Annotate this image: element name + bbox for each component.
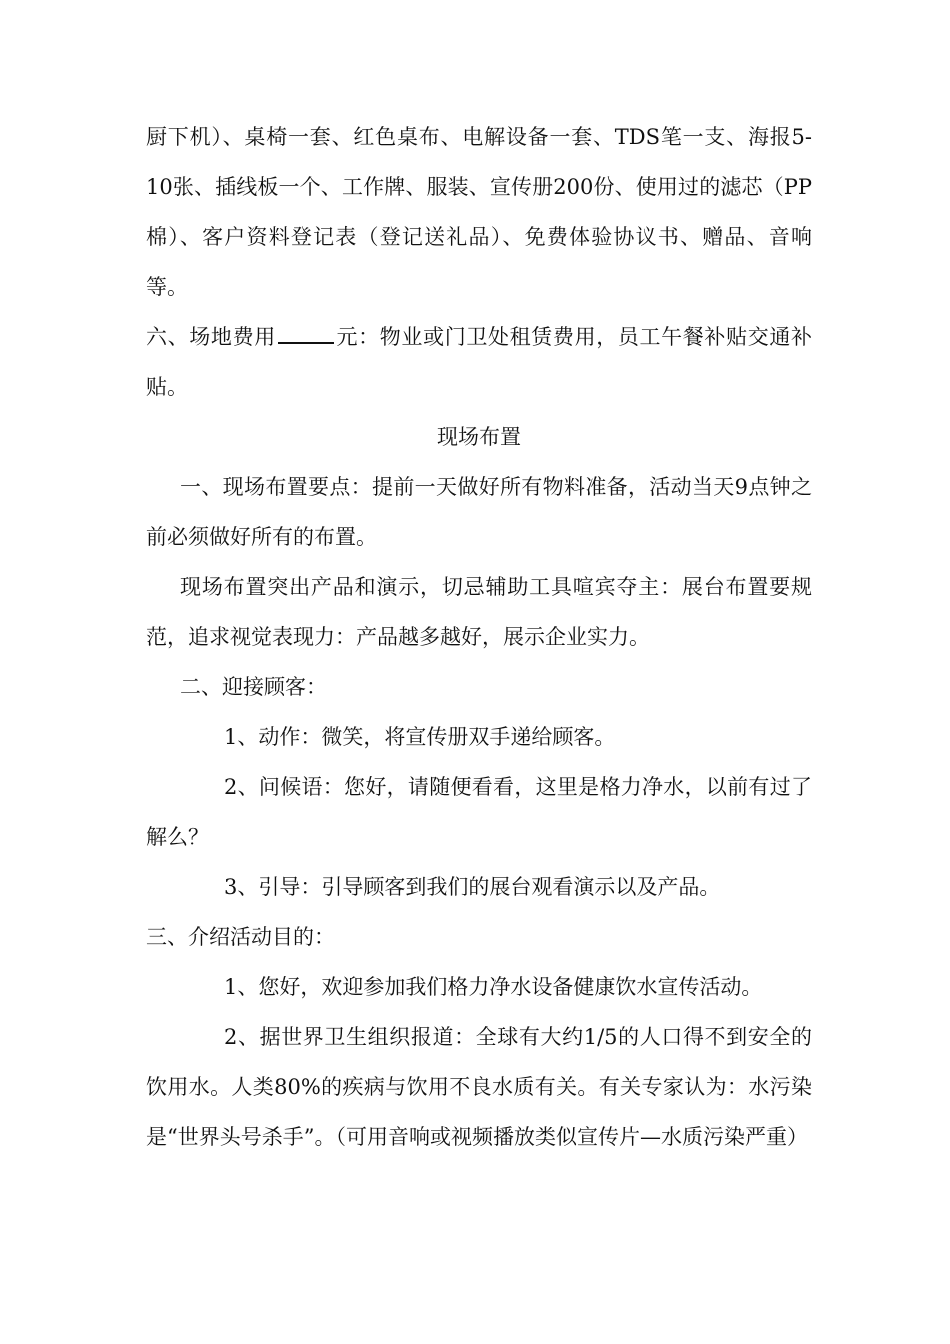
guide-item: 3、引导：引导顾客到我们的展台观看演示以及产品。	[224, 875, 721, 899]
welcome-item: 1、您好，欢迎参加我们格力净水设备健康饮水宣传活动。	[224, 975, 763, 999]
section-heading: 现场布置	[437, 425, 521, 449]
greet-customers-heading: 二、迎接顾客：	[180, 675, 327, 699]
venue-fee-label: 六、场地费用	[146, 325, 276, 349]
greet-action-item: 1、动作：微笑，将宣传册双手递给顾客。	[224, 725, 616, 749]
setup-emphasis-paragraph: 现场布置突出产品和演示，切忌辅助工具喧宾夺主：展台布置要规范，追求视觉表现力：产品越多越好，展示企业实力。	[146, 575, 812, 649]
setup-points-paragraph: 一、现场布置要点：提前一天做好所有物料准备，活动当天9点钟之前必须做好所有的布置。	[146, 475, 812, 549]
who-report-item: 2、据世界卫生组织报道：全球有大约1/5的人口得不到安全的饮用水。人类80%的疾病与饮用不良水质有关。有关专家认为：水污染是“世界头号杀手”。（可用音响或视频播放类似宣传片—水质污染严重）	[146, 1025, 812, 1149]
document-body	[146, 112, 812, 1162]
venue-fee-text: 元：物业或门卫处租赁费用，员工午餐补贴交通补贴。	[146, 325, 813, 399]
greet-phrase-item: 2、问候语：您好，请随便看看，这里是格力净水，以前有过了解么？	[146, 775, 812, 849]
fee-blank-underline	[278, 322, 334, 344]
activity-purpose-heading: 三、介绍活动目的：	[146, 925, 335, 949]
venue-fee-paragraph	[146, 312, 812, 412]
materials-list-paragraph: 厨下机）、桌椅一套、红色桌布、电解设备一套、TDS笔一支、海报5-10张、插线板一个、工作牌、服装、宣传册200份、使用过的滤芯（PP棉）、客户资料登记表（登记送礼品）、免费体验协议书、赠品、音响等。	[146, 125, 812, 299]
